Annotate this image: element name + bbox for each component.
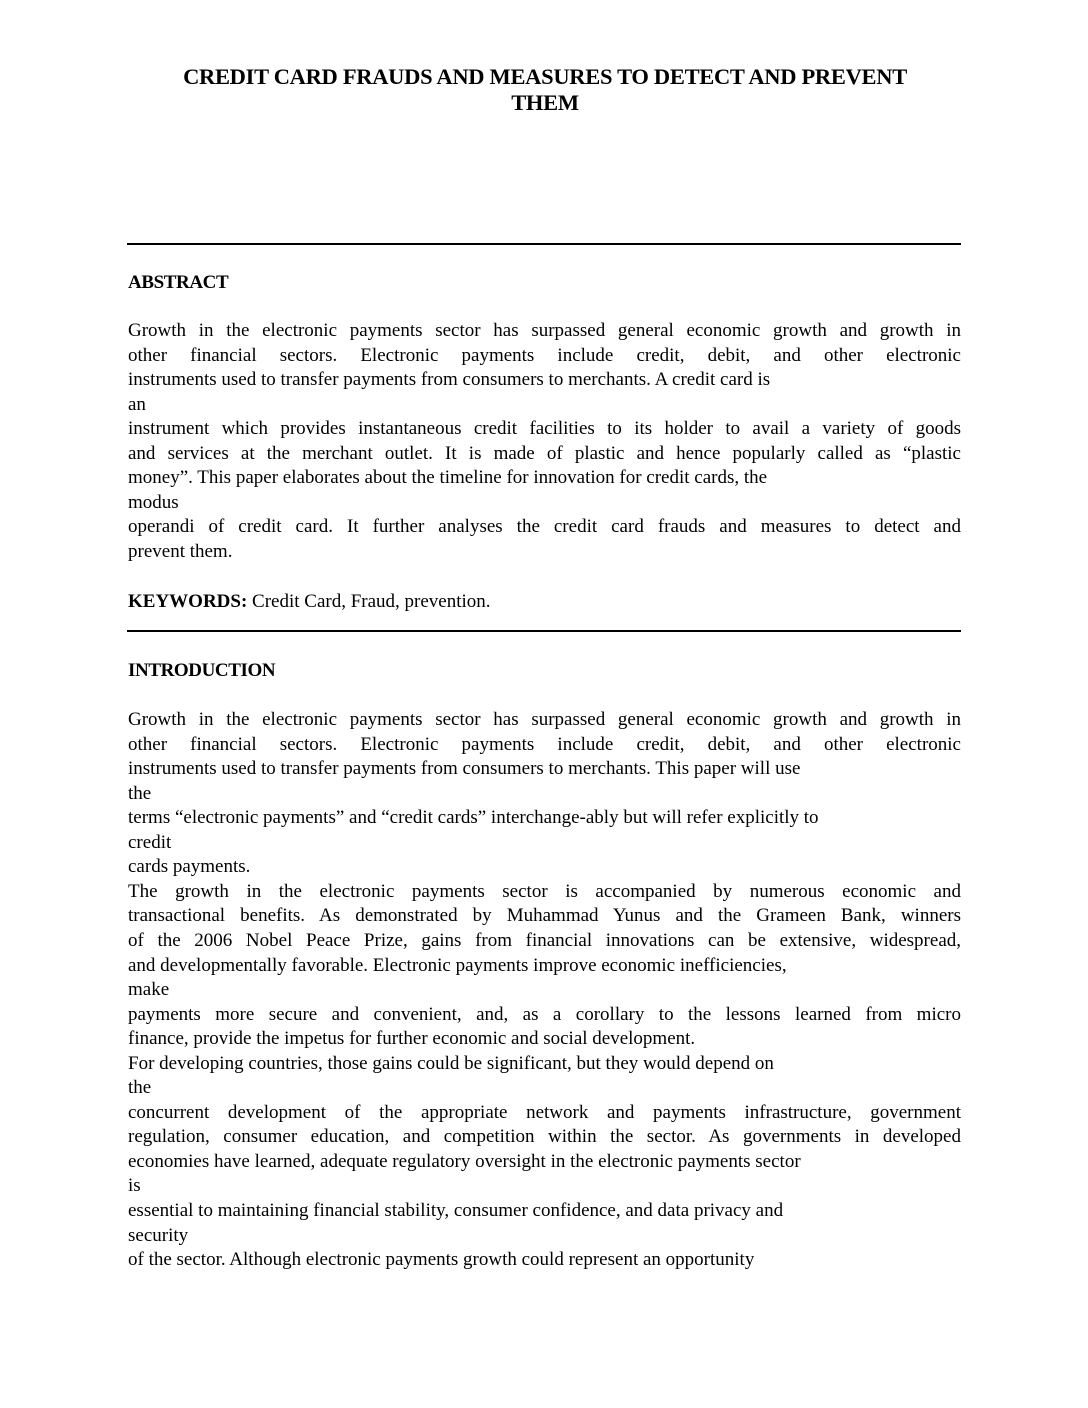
text-line: concurrent development of the appropriate network and payments infrastructure, government — [128, 1101, 961, 1123]
text-line: the — [128, 1077, 152, 1099]
text-line: the — [128, 782, 152, 804]
text-line: finance, provide the impetus for further economic and social development. — [128, 1028, 696, 1050]
text-line: modus — [128, 491, 179, 513]
text-line: economies have learned, adequate regulatory oversight in the electronic payments sector — [128, 1150, 801, 1172]
keywords-line — [128, 590, 491, 615]
text-line: of the 2006 Nobel Peace Prize, gains from financial innovations can be extensive, widespread, — [128, 929, 961, 951]
introduction-heading: INTRODUCTION — [128, 660, 276, 681]
text-line: operandi of credit card. It further analyses the credit card frauds and measures to detect and — [128, 516, 961, 538]
text-line: transactional benefits. As demonstrated by Muhammad Yunus and the Grameen Bank, winners — [128, 905, 961, 927]
title-line-1: CREDIT CARD FRAUDS AND MEASURES TO DETECT AND PREVENT — [183, 64, 907, 89]
text-line: instrument which provides instantaneous credit facilities to its holder to avail a variety of goods — [128, 418, 961, 440]
text-line: instruments used to transfer payments from consumers to merchants. This paper will use — [128, 758, 801, 780]
text-line: essential to maintaining financial stability, consumer confidence, and data privacy and — [128, 1200, 784, 1221]
text-line: cards payments. — [128, 856, 251, 878]
abstract-heading: ABSTRACT — [128, 272, 229, 293]
text-line: of the sector. Although electronic payments growth could represent an opportunity — [128, 1249, 755, 1271]
text-line: Growth in the electronic payments sector has surpassed general economic growth and growth in — [128, 709, 961, 730]
text-line: an — [128, 393, 146, 415]
text-line: security — [128, 1224, 189, 1246]
text-line: regulation, consumer education, and competition within the sector. As governments in developed — [128, 1126, 961, 1148]
text-line: other financial sectors. Electronic payments include credit, debit, and other electronic — [128, 733, 961, 755]
text-line: credit — [128, 831, 172, 853]
divider-top — [127, 243, 961, 245]
page-title — [120, 64, 970, 116]
text-line: money”. This paper elaborates about the timeline for innovation for credit cards, the — [128, 467, 768, 489]
divider-bottom — [127, 630, 961, 632]
text-line: prevent them. — [128, 540, 233, 562]
text-line: terms “electronic payments” and “credit cards” interchange-ably but will refer explicitly to — [128, 807, 819, 829]
text-line: other financial sectors. Electronic payments include credit, debit, and other electronic — [128, 344, 961, 366]
text-line: and developmentally favorable. Electronic payments improve economic inefficiencies, — [128, 954, 787, 976]
keywords-label: KEYWORDS: — [128, 591, 248, 612]
text-line: and services at the merchant outlet. It is made of plastic and hence popularly called as “plastic — [128, 442, 961, 464]
title-line-2: THEM — [511, 90, 579, 115]
text-line: make — [128, 979, 170, 1001]
text-line: payments more secure and convenient, and, as a corollary to the lessons learned from micro — [128, 1003, 961, 1025]
text-line: The growth in the electronic payments sector is accompanied by numerous economic and — [128, 880, 961, 902]
keywords-value: Credit Card, Fraud, prevention. — [247, 591, 491, 612]
text-line: instruments used to transfer payments from consumers to merchants. A credit card is — [128, 369, 771, 391]
text-line: is — [128, 1175, 141, 1197]
text-line: For developing countries, those gains could be significant, but they would depend on — [128, 1052, 774, 1074]
text-line: Growth in the electronic payments sector has surpassed general economic growth and growth in — [128, 320, 961, 341]
